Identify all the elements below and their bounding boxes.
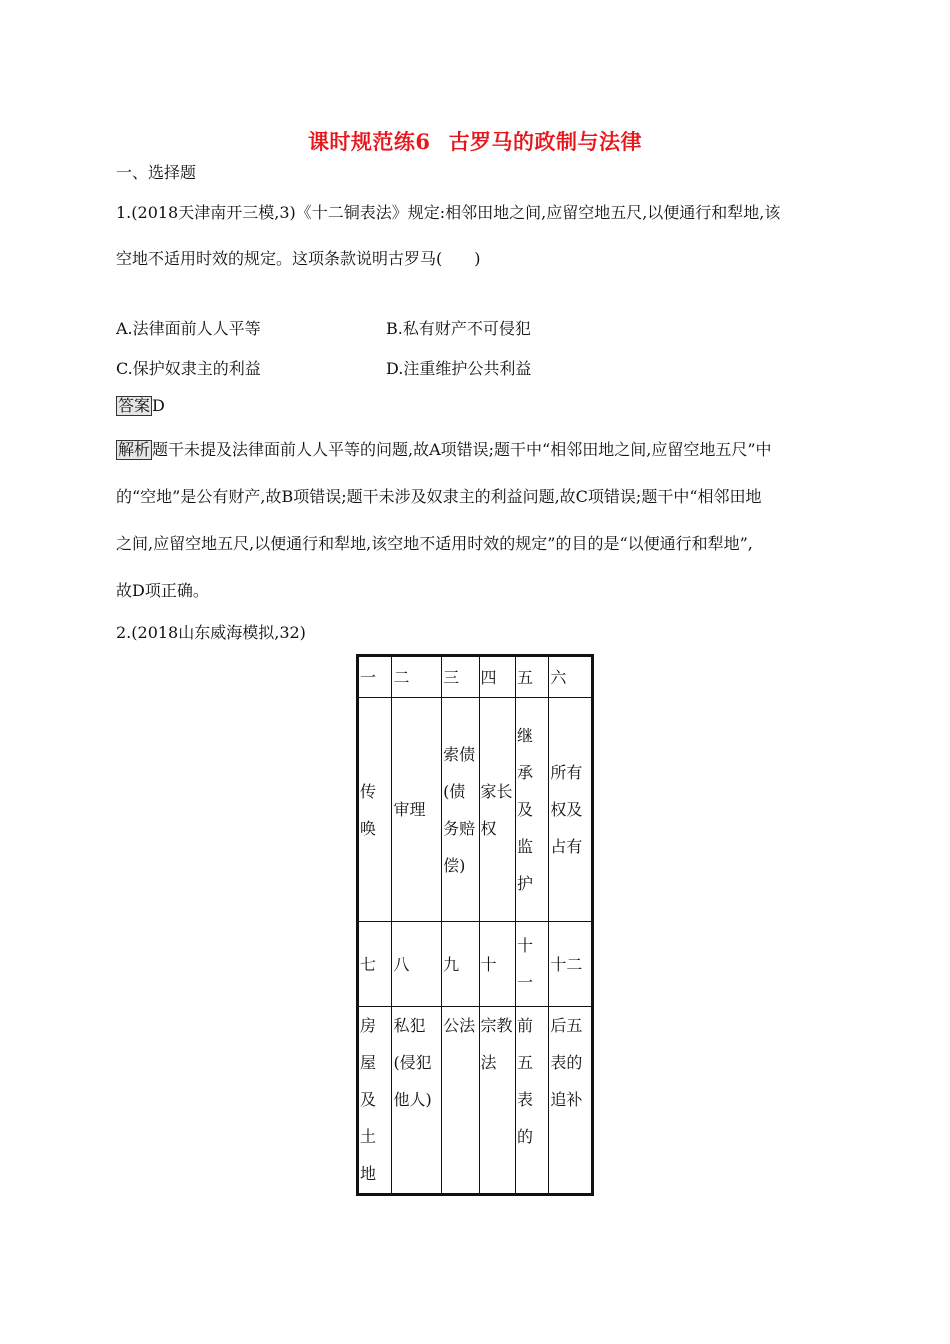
table-cell: 家长权 bbox=[479, 698, 515, 922]
table-cell: 二 bbox=[392, 656, 442, 698]
table-cell: 继承及监护 bbox=[515, 698, 548, 922]
q1-stem-line2: 空地不适用时效的规定。这项条款说明古罗马( ) bbox=[116, 249, 481, 268]
q1-stem-line1: 1.(2018天津南开三模,3)《十二铜表法》规定:相邻田地之间,应留空地五尺,以便通行和犁地,该 bbox=[116, 203, 781, 222]
q1-analysis-line1 bbox=[116, 437, 772, 460]
table-cell: 四 bbox=[479, 656, 515, 698]
table-cell: 传唤 bbox=[358, 698, 392, 922]
q1-option-c: C.保护奴隶主的利益 bbox=[116, 359, 261, 378]
table-cell: 所有权及占有 bbox=[549, 698, 593, 922]
twelve-tables-table bbox=[356, 654, 594, 1196]
analysis-text-1: 题干未提及法律面前人人平等的问题,故A项错误;题干中“相邻田地之间,应留空地五尺”中 bbox=[152, 440, 772, 459]
q1-analysis-line4: 故D项正确。 bbox=[116, 581, 209, 600]
table-cell: 三 bbox=[442, 656, 479, 698]
table-cell: 五 bbox=[515, 656, 548, 698]
q1-analysis-line3: 之间,应留空地五尺,以便通行和犁地,该空地不适用时效的规定”的目的是“以便通行和犁地”, bbox=[116, 534, 753, 553]
table-row bbox=[358, 1007, 593, 1195]
title-topic: 古罗马的政制与法律 bbox=[448, 129, 643, 154]
table-row bbox=[358, 921, 593, 1006]
analysis-tag: 解析 bbox=[118, 440, 151, 459]
table-cell: 九 bbox=[442, 921, 479, 1006]
table-cell: 房屋及土地 bbox=[358, 1007, 392, 1195]
title-lesson: 课时规范练6 bbox=[307, 129, 431, 154]
q1-analysis-line2: 的“空地”是公有财产,故B项错误;题干未涉及奴隶主的利益问题,故C项错误;题干中“相邻田地 bbox=[116, 487, 762, 506]
table-cell: 十 bbox=[479, 921, 515, 1006]
q1-option-a: A.法律面前人人平等 bbox=[116, 319, 261, 338]
table-cell: 前五表的 bbox=[515, 1007, 548, 1195]
table-cell: 私犯(侵犯他人) bbox=[392, 1007, 442, 1195]
page-title bbox=[0, 126, 950, 156]
table-cell: 十二 bbox=[549, 921, 593, 1006]
table-row bbox=[358, 698, 593, 922]
answer-tag: 答案 bbox=[118, 396, 151, 415]
table-cell: 公法 bbox=[442, 1007, 479, 1195]
answer-value: D bbox=[152, 396, 165, 415]
table-cell: 一 bbox=[358, 656, 392, 698]
table-cell: 八 bbox=[392, 921, 442, 1006]
section-heading: 一、选择题 bbox=[116, 163, 197, 182]
table-cell: 六 bbox=[549, 656, 593, 698]
table-cell: 索债(债务赔偿) bbox=[442, 698, 479, 922]
table-cell: 宗教法 bbox=[479, 1007, 515, 1195]
table-cell: 十一 bbox=[515, 921, 548, 1006]
table-cell: 七 bbox=[358, 921, 392, 1006]
table-cell: 后五表的追补 bbox=[549, 1007, 593, 1195]
table-row bbox=[358, 656, 593, 698]
q1-answer bbox=[116, 396, 165, 416]
q1-option-b: B.私有财产不可侵犯 bbox=[386, 319, 531, 338]
q2-stem: 2.(2018山东威海模拟,32) bbox=[116, 623, 306, 642]
table-cell: 审理 bbox=[392, 698, 442, 922]
q1-option-d: D.注重维护公共利益 bbox=[386, 359, 532, 378]
